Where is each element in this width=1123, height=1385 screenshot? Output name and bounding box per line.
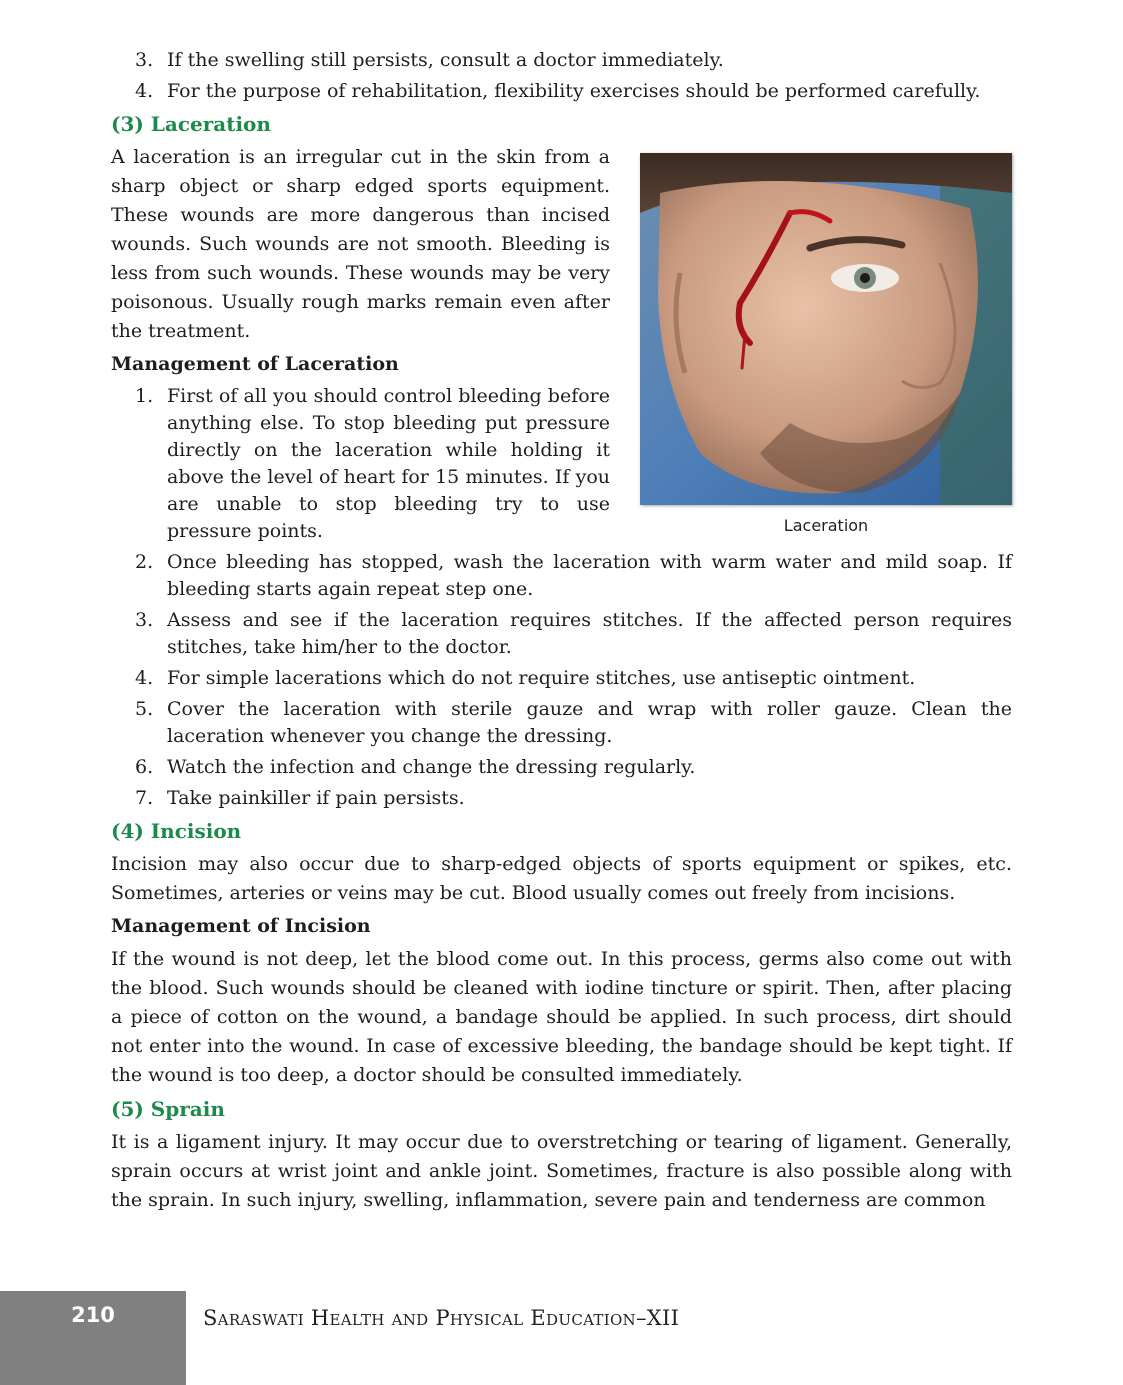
laceration-steps xyxy=(111,383,1012,812)
list-text: Take painkiller if pain persists. xyxy=(167,787,465,809)
page-content xyxy=(111,47,1012,1219)
list-number: 6. xyxy=(135,756,154,778)
list-text: If the swelling still persists, consult a doctor immediately. xyxy=(167,49,724,71)
list-number: 1. xyxy=(135,385,154,407)
list-item xyxy=(111,47,1012,74)
list-number: 5. xyxy=(135,698,154,720)
list-text: First of all you should control bleeding before anything else. To stop bleeding put pressure directly on the laceration while holding it above the level of heart for 15 minutes. If you are unable to stop bleeding try to use pressure points. xyxy=(167,385,610,542)
list-number: 4. xyxy=(135,80,154,102)
list-number: 3. xyxy=(135,49,154,71)
list-text: Cover the laceration with sterile gauze and wrap with roller gauze. Clean the laceration whenever you change the dressing. xyxy=(167,698,1012,747)
list-item xyxy=(111,607,1012,661)
section-title-sprain: (5) Sprain xyxy=(111,1097,225,1121)
list-item xyxy=(111,78,1012,105)
list-text: Watch the infection and change the dressing regularly. xyxy=(167,756,696,778)
sprain-paragraph: It is a ligament injury. It may occur due to overstretching or tearing of ligament. Generally, sprain occurs at wrist joint and ankle joint. Sometimes, fracture is also possible along with the sprain. In such injury, swelling, inflammation, severe pain and tenderness are common xyxy=(111,1131,1012,1211)
list-text: For simple lacerations which do not require stitches, use antiseptic ointment. xyxy=(167,667,916,689)
list-item xyxy=(111,383,1012,545)
page-number: 210 xyxy=(71,1303,115,1327)
incision-management-paragraph: If the wound is not deep, let the blood come out. In this process, germs also come out with the blood. Such wounds should be cleaned with iodine tincture or spirit. Then, after placing a piece of cotton on the wound, a bandage should be applied. In such process, dirt should not enter into the wound. In case of excessive bleeding, the bandage should be kept tight. If the wound is too deep, a doctor should be consulted immediately. xyxy=(111,948,1012,1086)
running-head: Saraswati Health and Physical Education–XII xyxy=(203,1306,680,1330)
list-item xyxy=(111,549,1012,603)
laceration-paragraph: A laceration is an irregular cut in the skin from a sharp object or sharp edged sports equipment. These wounds are more dangerous than incised wounds. Such wounds are not smooth. Bleeding is less from such wounds. These wounds may be very poisonous. Usually rough marks remain even after the treatment. xyxy=(111,146,610,342)
subheading-management-laceration: Management of Laceration xyxy=(111,353,399,375)
figure-caption: Laceration xyxy=(783,516,869,535)
list-text: Once bleeding has stopped, wash the laceration with warm water and mild soap. If bleeding starts again repeat step one. xyxy=(167,551,1012,600)
list-number: 2. xyxy=(135,551,154,573)
section-title-laceration: (3) Laceration xyxy=(111,112,271,136)
subheading-management-incision: Management of Incision xyxy=(111,915,371,937)
list-number: 3. xyxy=(135,609,154,631)
list-item xyxy=(111,754,1012,781)
list-item xyxy=(111,665,1012,692)
incision-paragraph: Incision may also occur due to sharp-edged objects of sports equipment or spikes, etc. Sometimes, arteries or veins may be cut. Blood usually comes out freely from incisions. xyxy=(111,853,1012,904)
list-item xyxy=(111,696,1012,750)
list-number: 4. xyxy=(135,667,154,689)
list-number: 7. xyxy=(135,787,154,809)
intro-list xyxy=(111,47,1012,105)
section-title-incision: (4) Incision xyxy=(111,819,242,843)
list-item xyxy=(111,785,1012,812)
list-text: Assess and see if the laceration requires stitches. If the affected person requires stitches, take him/her to the doctor. xyxy=(167,609,1012,658)
list-text: For the purpose of rehabilitation, flexibility exercises should be performed carefully. xyxy=(167,80,981,102)
